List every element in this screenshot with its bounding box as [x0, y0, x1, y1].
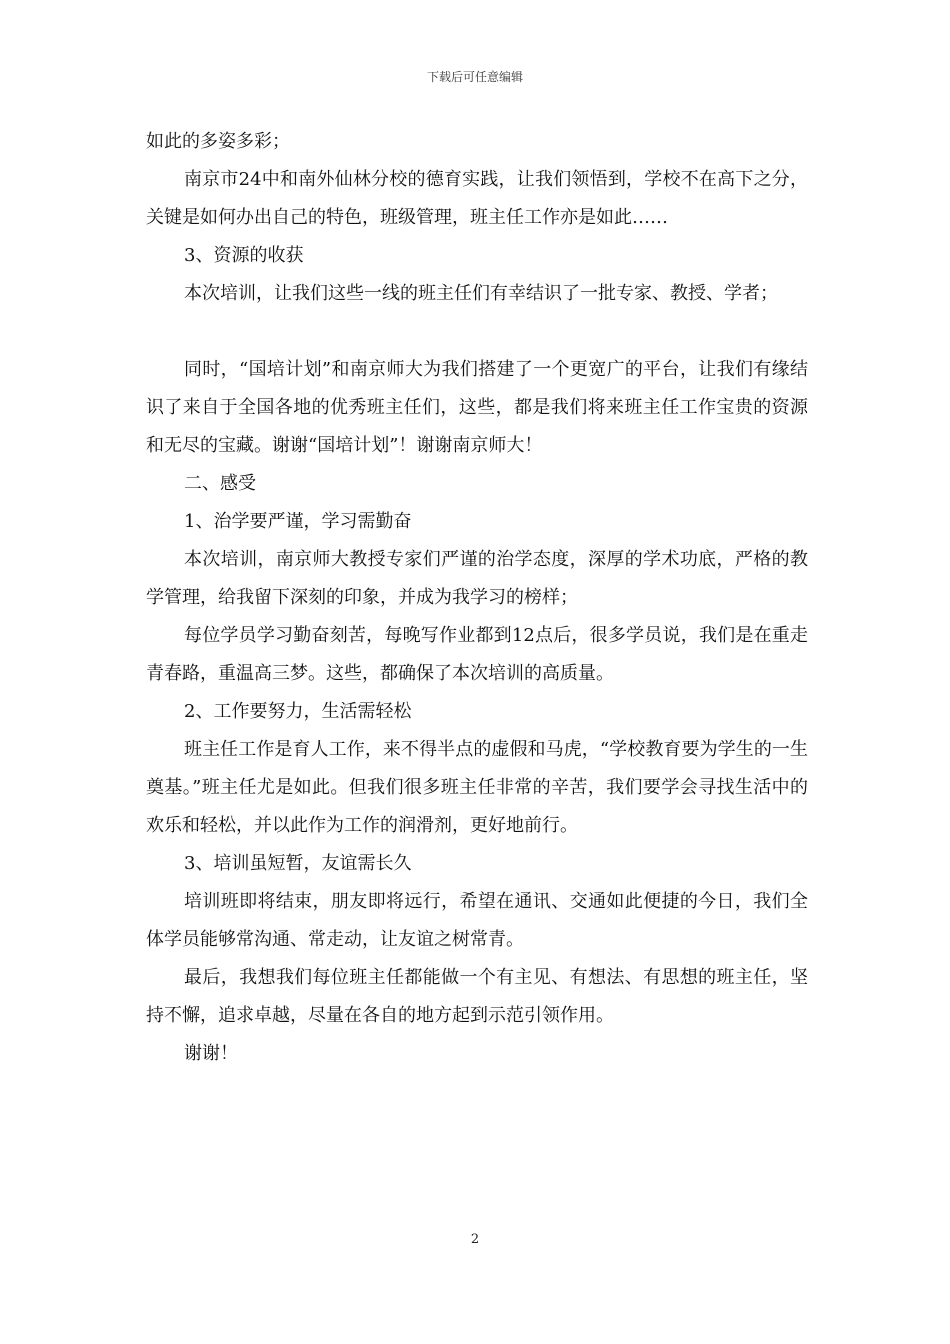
- paragraph: 培训班即将结束，朋友即将远行，希望在通讯、交通如此便捷的今日，我们全体学员能够常沟通、常走动，让友谊之树常青。: [146, 891, 808, 950]
- section-heading: 2、工作要努力，生活需轻松: [184, 701, 412, 722]
- page-number: 2: [470, 1232, 480, 1247]
- paragraph: 本次培训，让我们这些一线的班主任们有幸结识了一批专家、教授、学者；: [184, 283, 778, 304]
- paragraph: 最后，我想我们每位班主任都能做一个有主见、有想法、有思想的班主任，坚持不懈，追求卓越，尽量在各自的地方起到示范引领作用。: [146, 967, 808, 1026]
- paragraph: 如此的多姿多彩；: [146, 131, 290, 152]
- document-body: [146, 123, 808, 1073]
- paragraph: 每位学员学习勤奋刻苦，每晚写作业都到12点后，很多学员说，我们是在重走青春路，重温高三梦。这些，都确保了本次培训的高质量。: [146, 625, 808, 684]
- page-header: 下载后可任意编辑: [426, 70, 523, 84]
- paragraph: 同时，“国培计划”和南京师大为我们搭建了一个更宽广的平台，让我们有缘结识了来自于全国各地的优秀班主任们，这些，都是我们将来班主任工作宝贵的资源和无尽的宝藏。谢谢“国培计划”！谢谢南京师大！: [146, 359, 808, 456]
- closing-line: 谢谢！: [184, 1043, 238, 1064]
- section-heading: 3、资源的收获: [184, 245, 304, 266]
- paragraph: 班主任工作是育人工作，来不得半点的虚假和马虎，“学校教育要为学生的一生奠基。”班主任尤是如此。但我们很多班主任非常的辛苦，我们要学会寻找生活中的欢乐和轻松，并以此作为工作的润滑剂，更好地前行。: [146, 739, 808, 836]
- section-heading: 3、培训虽短暂，友谊需长久: [184, 853, 412, 874]
- paragraph: 本次培训，南京师大教授专家们严谨的治学态度，深厚的学术功底，严格的教学管理，给我留下深刻的印象，并成为我学习的榜样；: [146, 549, 808, 608]
- paragraph-gap: [146, 313, 808, 351]
- section-heading: 1、治学要严谨，学习需勤奋: [184, 511, 412, 532]
- paragraph: 南京市24中和南外仙林分校的德育实践，让我们领悟到，学校不在高下之分，关键是如何办出自己的特色，班级管理，班主任工作亦是如此……: [146, 169, 808, 228]
- section-heading: 二、感受: [184, 473, 256, 494]
